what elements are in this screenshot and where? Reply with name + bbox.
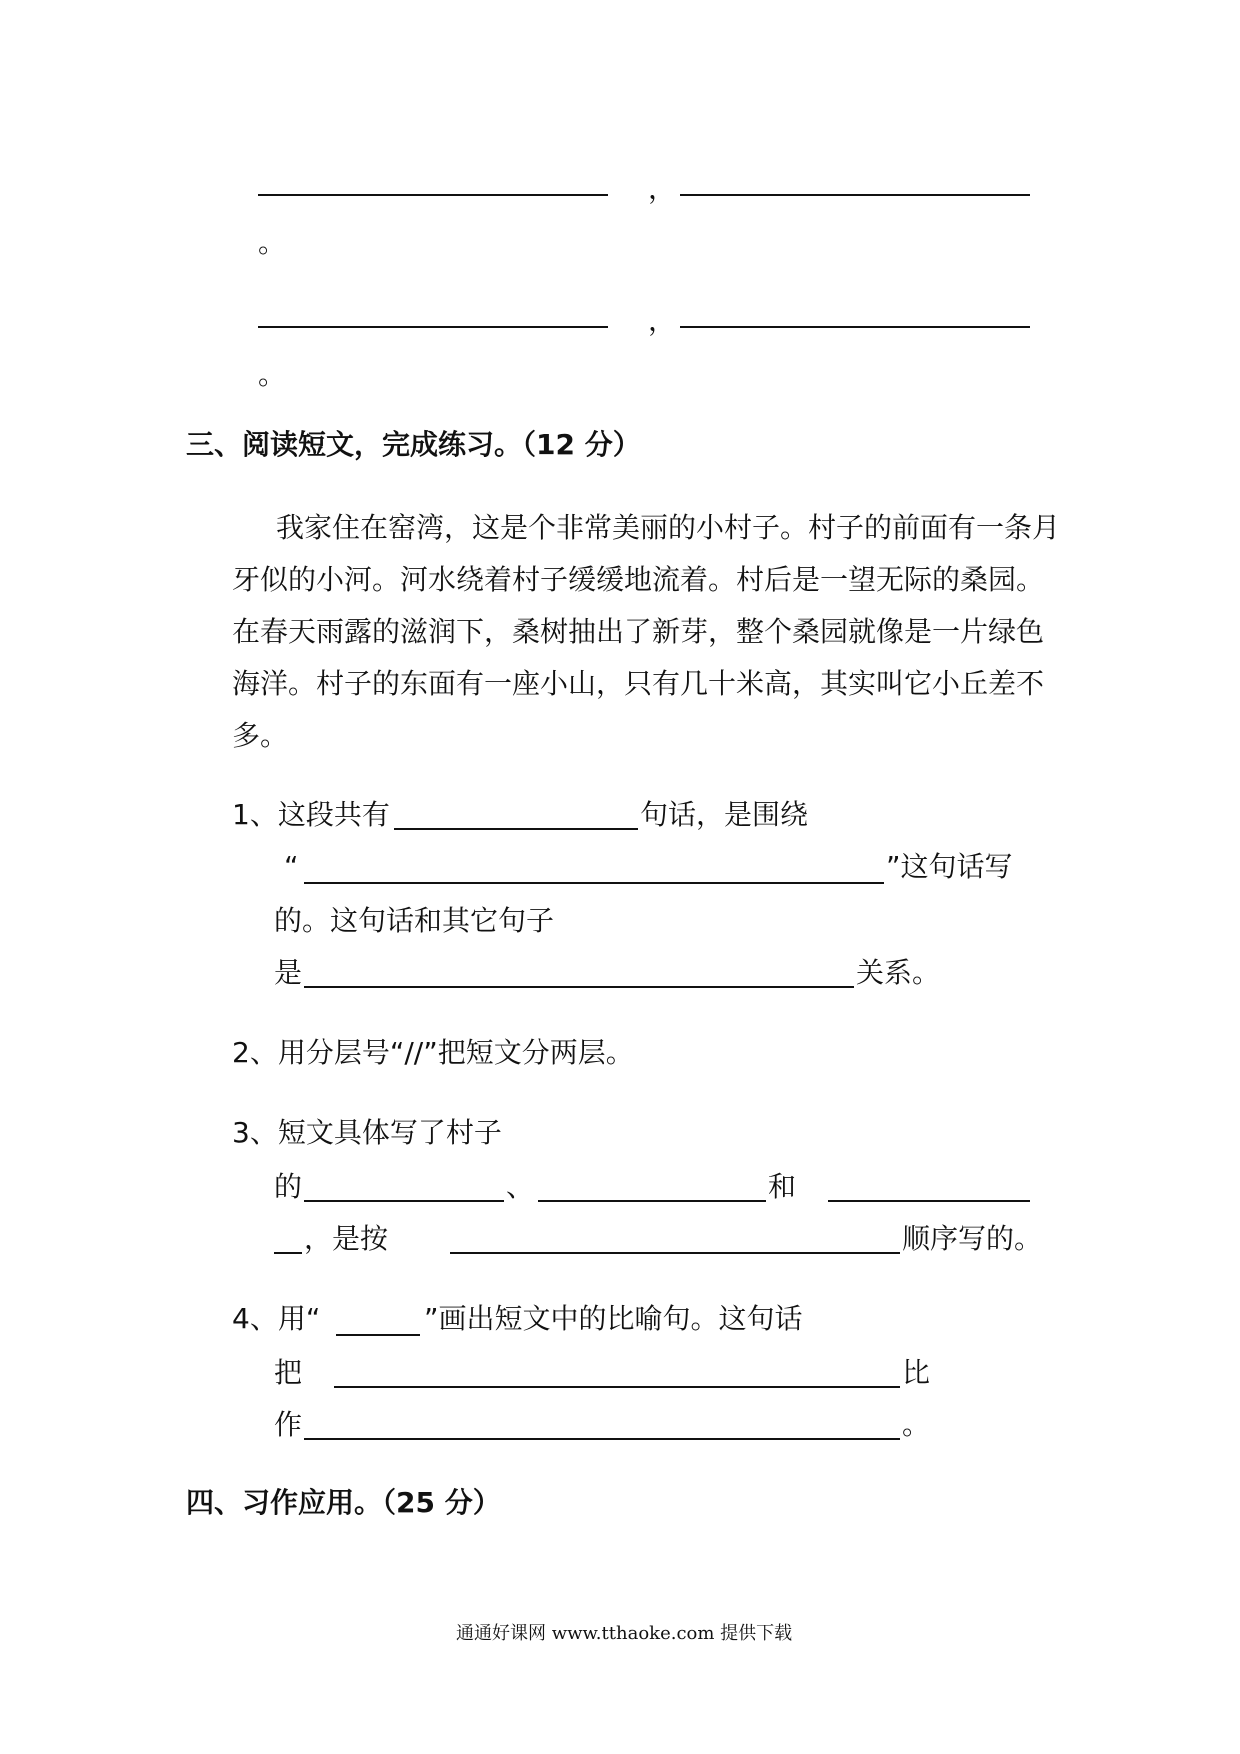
q3-answer-3[interactable] bbox=[828, 1200, 1030, 1202]
q4-line3-end: 。 bbox=[902, 1408, 931, 1441]
q1-part1: 1、这段共有 bbox=[232, 798, 390, 831]
q3-line3-mid: ，是按 bbox=[304, 1222, 389, 1255]
q3-line3-end: 顺序写的。 bbox=[902, 1222, 1043, 1255]
q4-part2: ”画出短文中的比喻句。这句话 bbox=[424, 1302, 803, 1335]
q1-answer-relation[interactable] bbox=[304, 986, 854, 988]
reading-passage bbox=[232, 502, 1062, 762]
comma: ， bbox=[648, 304, 677, 337]
passage-text: 我家住在窑湾，这是个非常美丽的小村子。村子的前面有一条月牙似的小河。河水绕着村子缓缓地流着。村后是一望无际的桑园。在春天雨露的滋润下，桑树抽出了新芽，整个桑园就像是一片绿色海洋。村子的东面有一座小山，只有几十米高，其实叫它小丘差不多。 bbox=[232, 511, 1061, 752]
q1-line3: 的。这句话和其它句子 bbox=[274, 904, 555, 937]
q3-line2-start: 的 bbox=[274, 1170, 303, 1203]
q1-part2: 句话，是围绕 bbox=[640, 798, 809, 831]
q3-answer-3-cont[interactable] bbox=[274, 1252, 302, 1254]
q1-line4-end: 关系。 bbox=[856, 956, 941, 989]
period: 。 bbox=[258, 358, 287, 391]
q3-answer-2[interactable] bbox=[538, 1200, 766, 1202]
q3-answer-order[interactable] bbox=[450, 1252, 900, 1254]
q1-answer-count[interactable] bbox=[394, 828, 638, 830]
answer-line[interactable] bbox=[680, 194, 1030, 196]
q3-sep: 、 bbox=[506, 1170, 535, 1203]
q4-line2-end: 比 bbox=[902, 1356, 931, 1389]
q4-part1: 4、用“ bbox=[232, 1302, 321, 1335]
q1-open-quote: “ bbox=[284, 850, 299, 883]
answer-line[interactable] bbox=[680, 326, 1030, 328]
q1-close-quote: ”这句话写 bbox=[886, 850, 1013, 883]
q3-and: 和 bbox=[768, 1170, 797, 1203]
comma: ， bbox=[648, 172, 677, 205]
answer-line[interactable] bbox=[258, 326, 608, 328]
q2-text: 2、用分层号“//”把短文分两层。 bbox=[232, 1036, 634, 1069]
section-3-heading: 三、阅读短文，完成练习。（12 分） bbox=[186, 428, 641, 461]
q4-answer-object[interactable] bbox=[304, 1438, 900, 1440]
q4-answer-subject[interactable] bbox=[334, 1386, 900, 1388]
q4-line2-start: 把 bbox=[274, 1356, 303, 1389]
page-footer: 通通好课网 www.tthaoke.com 提供下载 bbox=[456, 1623, 793, 1644]
period: 。 bbox=[258, 226, 287, 259]
q1-answer-sentence[interactable] bbox=[304, 882, 884, 884]
answer-line[interactable] bbox=[258, 194, 608, 196]
q4-underline-sample bbox=[336, 1334, 420, 1336]
q3-line1: 3、短文具体写了村子 bbox=[232, 1116, 502, 1149]
section-4-heading: 四、习作应用。（25 分） bbox=[186, 1486, 501, 1519]
q4-line3-start: 作 bbox=[274, 1408, 303, 1441]
q3-answer-1[interactable] bbox=[304, 1200, 504, 1202]
q1-line4-start: 是 bbox=[274, 956, 303, 989]
